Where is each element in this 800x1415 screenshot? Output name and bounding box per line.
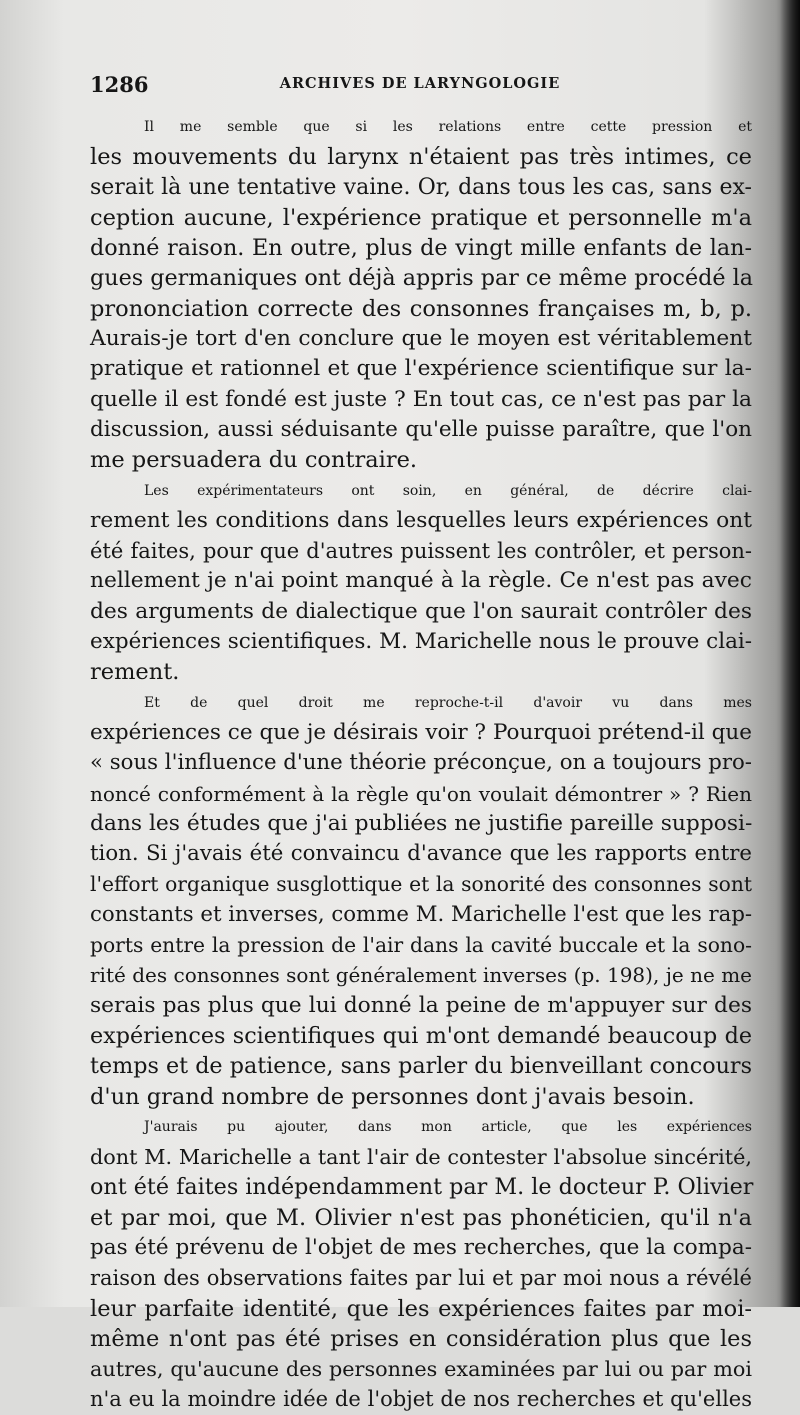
- text-line: ception aucune, l'expérience pratique et personnelle m'a: [90, 204, 752, 231]
- text-line: serais pas plus que lui donné la peine de m'appuyer sur des: [90, 992, 752, 1018]
- text-line: dans les études que j'ai publiées ne justifie pareille supposi-: [90, 810, 753, 836]
- text-line: les mouvements du larynx n'étaient pas très intimes, ce: [90, 144, 752, 171]
- text-line: me persuadera du contraire.: [90, 447, 418, 474]
- text-line: prononciation correcte des consonnes françaises m, b, p.: [90, 295, 752, 322]
- text-line: autres, qu'aucune des personnes examinées par lui ou par moi: [90, 1357, 752, 1382]
- text-line: rité des consonnes sont généralement inverses (p. 198), je ne me: [90, 963, 752, 988]
- text-line: leur parfaite identité, que les expériences faites par moi-: [90, 1295, 752, 1322]
- text-line: constants et inverses, comme M. Marichelle l'est que les rap-: [90, 901, 753, 927]
- text-line: ports entre la pression de l'air dans la cavité buccale et la sono-: [90, 933, 752, 958]
- text-line: tion. Si j'avais été convaincu d'avance que les rapports entre: [90, 841, 752, 867]
- text-line: Il me semble que si les relations entre cette pression et: [144, 119, 752, 135]
- text-line: quelle il est fondé est juste ? En tout cas, ce n'est pas par la: [90, 386, 752, 412]
- text-line: temps et de patience, sans parler du bienveillant concours: [90, 1053, 752, 1080]
- text-line: des arguments de dialectique que l'on saurait contrôler des: [90, 598, 752, 624]
- text-line: d'un grand nombre de personnes dont j'avais besoin.: [90, 1083, 695, 1110]
- running-head: ARCHIVES DE LARYNGOLOGIE: [279, 75, 561, 92]
- text-line: discussion, aussi séduisante qu'elle puisse paraître, que l'on: [90, 416, 752, 442]
- text-line: l'effort organique susglottique et la sonorité des consonnes sont: [90, 872, 752, 897]
- text-line: Les expérimentateurs ont soin, en général, de décrire clai-: [144, 482, 752, 499]
- text-line: serait là une tentative vaine. Or, dans tous les cas, sans ex-: [90, 174, 752, 200]
- text-line: n'a eu la moindre idée de l'objet de nos recherches et qu'elles: [90, 1387, 752, 1412]
- text-line: même n'ont pas été prises en considération plus que les: [90, 1325, 752, 1352]
- page-number: 1286: [90, 72, 149, 97]
- body-text: [90, 112, 752, 1415]
- text-line: « sous l'influence d'une théorie préconçue, on a toujours pro-: [90, 750, 752, 776]
- text-line: nellement je n'ai point manqué à la règle. Ce n'est pas avec: [90, 568, 752, 594]
- paragraph-2: [90, 476, 752, 688]
- text-line: rement les conditions dans lesquelles leurs expériences ont: [90, 507, 752, 533]
- paragraph-3: [90, 688, 752, 1112]
- text-line: gues germaniques ont déjà appris par ce même procédé la: [90, 265, 753, 292]
- text-line: expériences scientifiques qui m'ont demandé beaucoup de: [90, 1022, 752, 1049]
- text-line: Et de quel droit me reproche-t-il d'avoir vu dans mes: [144, 694, 752, 711]
- text-line: raison des observations faites par lui et par moi nous a révélé: [90, 1266, 752, 1291]
- page-header: [90, 70, 750, 100]
- text-line: donné raison. En outre, plus de vingt mille enfants de lan-: [90, 235, 752, 262]
- paragraph-1: [90, 112, 752, 476]
- text-line: expériences scientifiques. M. Marichelle nous le prouve clai-: [90, 629, 753, 655]
- text-line: Aurais-je tort d'en conclure que le moyen est véritablement: [90, 326, 752, 352]
- text-line: pas été prévenu de l'objet de mes recherches, que la compa-: [90, 1234, 752, 1260]
- text-line: noncé conformément à la règle qu'on voulait démontrer » ? Rien: [90, 781, 752, 806]
- text-line: été faites, pour que d'autres puissent les contrôler, et person-: [90, 539, 752, 564]
- text-line: dont M. Marichelle a tant l'air de contester l'absolue sincérité,: [90, 1145, 752, 1170]
- text-line: ont été faites indépendamment par M. le docteur P. Olivier: [90, 1174, 754, 1201]
- text-line: rement.: [90, 659, 180, 686]
- text-line: J'aurais pu ajouter, dans mon article, que les expériences: [144, 1118, 752, 1135]
- text-line: expériences ce que je désirais voir ? Pourquoi prétend-il que: [90, 719, 752, 745]
- page-edge-shadow: [780, 0, 800, 1307]
- paragraph-4: [90, 1112, 752, 1415]
- text-line: et par moi, que M. Olivier n'est pas phonéticien, qu'il n'a: [90, 1204, 752, 1231]
- text-line: pratique et rationnel et que l'expérience scientifique sur la-: [90, 356, 752, 382]
